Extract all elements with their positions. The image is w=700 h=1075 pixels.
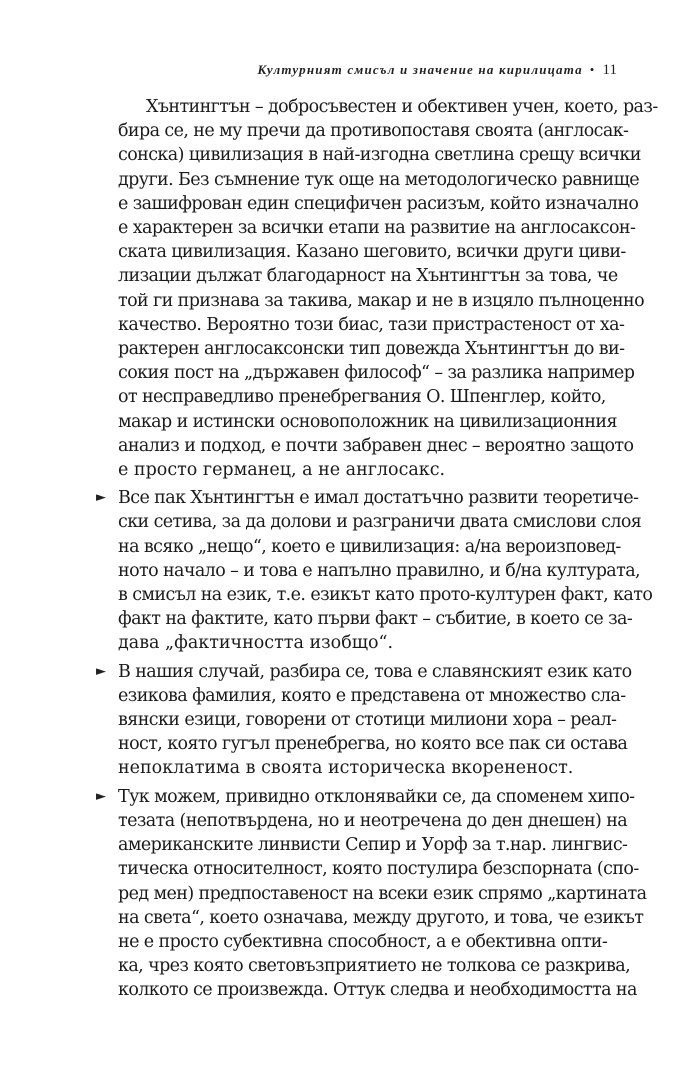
text-line: е зашифрован един специфичен расизъм, който изначално [118, 193, 639, 214]
text-line: ската цивилизация. Казано шеговито, всички други циви- [118, 242, 626, 263]
text-line: колкото се произвежда. Оттук следва и необходимостта на [118, 980, 637, 1001]
text-line: рактерен англосаксонски тип довежда Хънтингтън до ви- [118, 339, 625, 360]
text-line: не е просто субективна способност, а е обективна опти- [118, 931, 608, 952]
text-line: на всяко „нещо“, което е цивилизация: а/на вероизповед- [118, 536, 621, 557]
text-line: други. Без съмнение тук още на методологическо равнище [118, 169, 640, 190]
text-line: бира се, не му пречи да противопоставя своята (англосак- [118, 121, 629, 142]
text-line: непоклатима в своята историческа вкорененост. [118, 758, 574, 779]
text-line: факт на фактите, като първи факт – събитие, в което се за- [118, 609, 633, 630]
text-line: вянски езици, говорени от стотици милиони хора – реал- [118, 710, 617, 731]
bullet-arrow-icon: ► [96, 490, 106, 506]
text-line: Все пак Хънтингтън е имал достатъчно развити теоретиче- [118, 488, 639, 509]
text-line: на света“, което означава, между другото, и това, че езикът [118, 907, 644, 928]
text-line: в смисъл на език, т.е. езикът като прото-културен факт, като [118, 585, 653, 606]
text-line: ка, чрез която световъзприятието не толкова се разкрива, [118, 956, 631, 977]
bulleted-paragraph [96, 785, 647, 1003]
paragraph [118, 95, 658, 482]
text-line: анализ и подход, е почти забравен днес – вероятно защото [118, 435, 634, 456]
text-line: макар и истински основоположник на цивилизационния [118, 411, 617, 432]
page-number: 11 [602, 62, 617, 78]
text-line: Хънтингтън – добросъвестен и обективен учен, което, раз- [146, 97, 658, 117]
text-line: тезата (непотвърдена, но и неотречена до ден днешен) на [118, 810, 628, 831]
bulleted-paragraph [96, 660, 632, 781]
text-line: е характерен за всички етапи на развитие на англосаксон- [118, 218, 636, 239]
text-line: от несправедливо пренебрегвания О. Шпенглер, който, [118, 387, 606, 408]
text-line: ност, която гугъл пренебрегва, но която все пак си остава [118, 734, 628, 755]
text-line: сонска) цивилизация в най-изгодна светлина срещу всички [118, 145, 641, 166]
text-line: сокия пост на „държавен философ“ – за разлика например [118, 363, 635, 384]
running-head [257, 62, 617, 79]
text-line: ред мен) предпоставеност на всеки език спрямо „картината [118, 883, 647, 904]
bullet-arrow-icon: ► [96, 663, 106, 679]
text-line: е просто германец, а не англосакс. [118, 460, 446, 481]
text-line: дава „фактичността изобщо“. [118, 633, 394, 654]
body-text [96, 95, 658, 1003]
text-line: езикова фамилия, която е представена от множество сла- [118, 685, 626, 706]
text-line: американските линвисти Сепир и Уорф за т.нар. лингвис- [118, 835, 628, 856]
header-separator: • [589, 62, 596, 77]
bulleted-paragraph [96, 486, 653, 655]
bullet-arrow-icon: ► [96, 788, 106, 804]
text-line: Тук можем, привидно отклонявайки се, да споменем хипо- [118, 786, 635, 807]
text-line: тическа относителност, която постулира безспорната (спо- [118, 859, 639, 880]
text-line: той ги признава за такива, макар и не в изцяло пълноценно [118, 290, 645, 311]
text-line: В нашия случай, разбира се, това е славянският език като [118, 661, 632, 682]
running-title: Културният смисъл и значение на кирилицата [257, 62, 583, 77]
text-line: качество. Вероятно този биас, тази пристрастеност от ха- [118, 314, 625, 335]
text-line: лизации дължат благодарност на Хънтингтън за това, че [118, 266, 618, 287]
text-line: ното начало – и това е напълно правилно, и б/на културата, [118, 560, 641, 581]
text-line: ски сетива, за да долови и разграничи двата смислови слоя [118, 512, 642, 533]
